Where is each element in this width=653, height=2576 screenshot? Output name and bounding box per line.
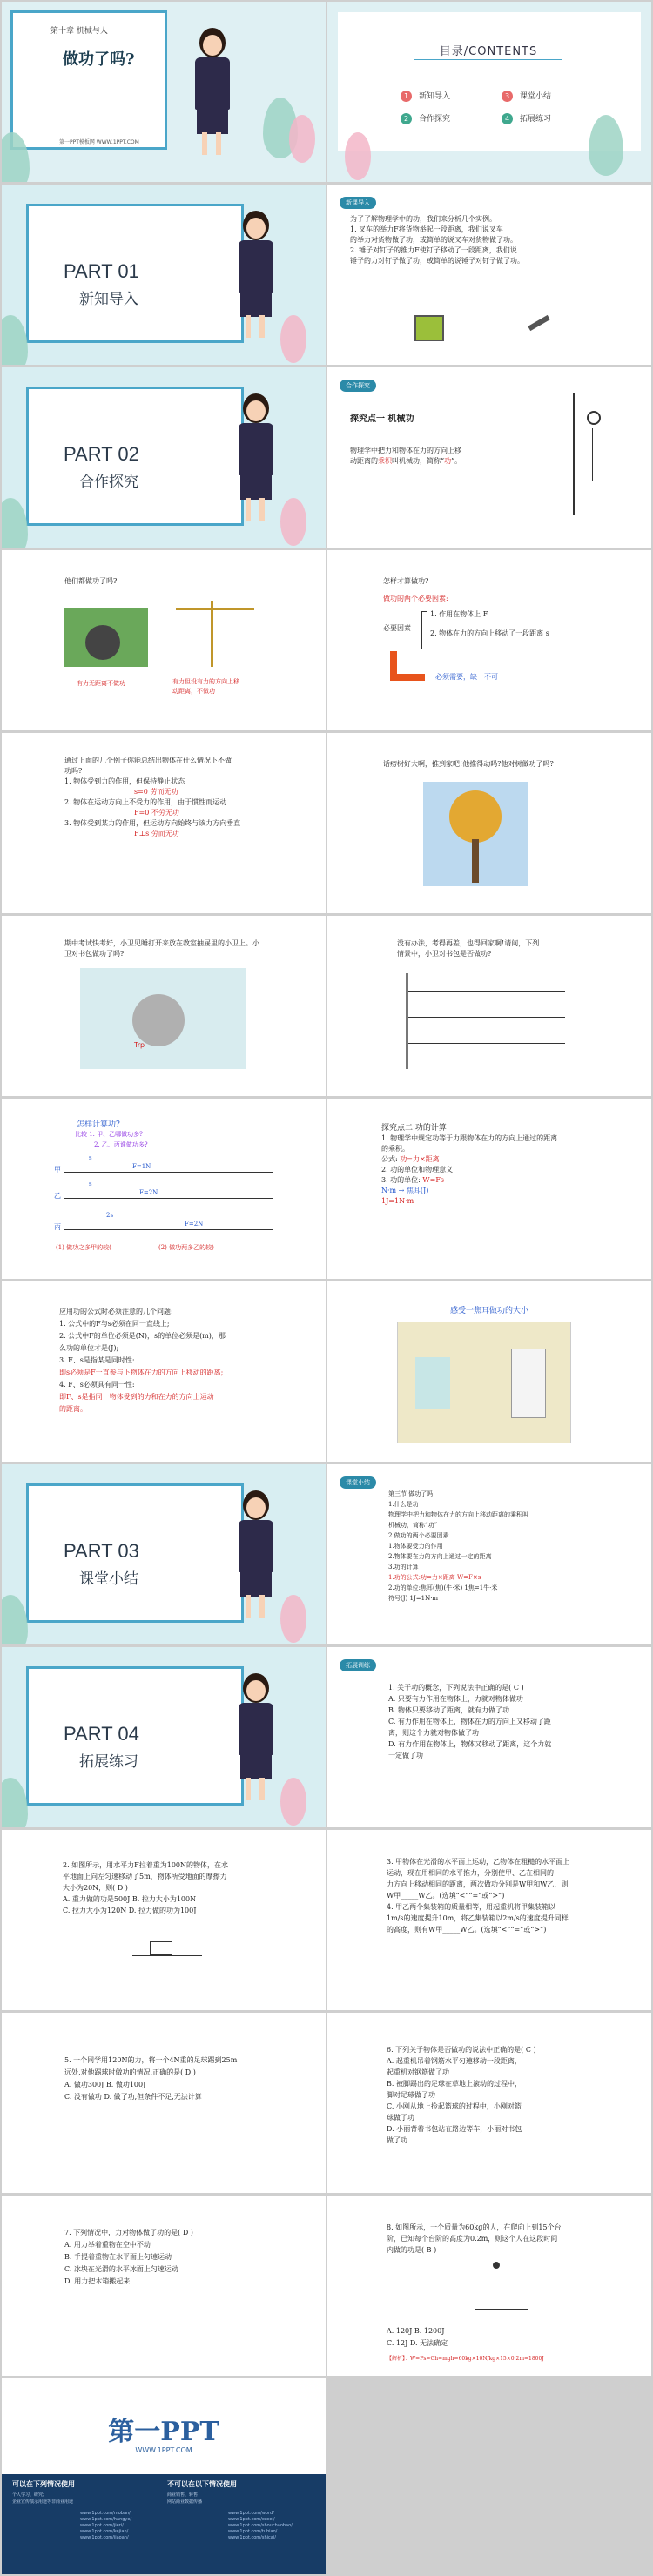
slide-part-03[interactable] [2,1464,326,1644]
section-tag: 拓展训练 [340,1659,376,1671]
push-rock-image [64,608,148,667]
crane-image [167,601,254,667]
slide-intro[interactable] [327,185,651,365]
contents-title: 目录/CONTENTS [439,45,538,58]
intro-text: 为了了解物理学中的功，我们来分析几个实例。 1. 叉车的举力F将货物举起一段距离，我们说叉车 的举力对货物做了功，或简单的说叉车对货物做了功。 2. 锤子对钉子的推力F使钉子移动了一段距离，我们说 锤子的力对钉子做了功，或简单的说锤子对钉子做了功。 [350,215,524,265]
teacher-illustration [230,393,282,524]
slide-how-to-work[interactable] [327,550,651,730]
distance-label: s [89,1180,92,1187]
section-board [26,1483,244,1623]
leaf-decoration [2,315,28,365]
force-label: F=2N [139,1189,158,1196]
factor-1: 1. 作用在物体上 F [430,610,488,618]
stairs-image [406,973,562,1069]
slide-exercise-3[interactable] [327,1830,651,2010]
exercise-text: 5. 一个同学用120N的力，将一个4N重的足球踢到25m 远处,对他踢球时做功的情况,正确的是( D ) A. 做功300J B. 做功100J C. 没有做功 D. 做了功,但条件不足,无法计算 [64,2056,238,2101]
row-label: 丙 [54,1223,61,1231]
caption-no-distance: 有力无距离不做功 [77,680,125,687]
force-label: F=2N [185,1221,204,1227]
section-tag: 合作探究 [340,380,376,392]
part-name: 拓展练习 [79,1753,138,1771]
exercise-text: 1. 关于功的概念，下列说法中正确的是( C ) A. 只要有力作用在物体上，力就对物体做功 B. 物体只要移动了距离，就有力做了功 C. 有力作用在物体上，物体在力的方向上又移动了距 离，则这个力就对物体做了功 D. 有力作用在物体上，物体又移动了距离，这个力就 一定做了功 [388,1684,552,1759]
topic-heading: 探究点一 机械功 [350,414,414,424]
section-board [26,204,244,343]
question-text: 话痨树好大啊，推到家吧!他推得动吗?他对树做功了吗? [383,760,554,768]
distance-label: s [89,1154,92,1161]
question-text: 没有办法，考得再差，也得回家啊!请问，下列 情景中，小卫对书包是否做功? [397,939,540,958]
solution-text: 【解析】：W=Fs=Gh=mgh=60kg×10N/kg×15×0.2m=1800J [387,2356,544,2362]
link[interactable]: www.1ppt.com/kejian/ [80,2529,129,2534]
slide-no-work-cases[interactable] [2,733,326,913]
tree-image [423,782,528,886]
disallowed-list: 商业销售、转售 网站商业数据传播 [167,2492,203,2505]
tip-text: 必须需要，缺一不可 [435,673,498,681]
end-logo: 第一PPT [108,2417,219,2447]
slide-calc-work[interactable] [2,1099,326,1279]
track-line [64,1172,273,1173]
link-list-left [80,2511,131,2541]
notes-text: 应用功的公式时必须注意的几个问题: 1. 公式中的F与s必须在同一直线上; 2. 公式中F的单位必须是(N)，s的单位必须是(m)，那 么功的单位才是(J); 3. F、s是指某是同时性: 即s必须是F一直参与下物体在力的方向上移动的距离; 4. F、s必须具有同一性: 即F、s是指同一物体受到的力和在力的方向上运动 的距离。 [59,1308,226,1413]
essential-heading: 做功的两个必要因素: [383,595,448,602]
question-text: 怎样计算功? [77,1120,120,1129]
slide-end[interactable] [2,2378,326,2574]
factor-2: 2. 物体在力的方向上移动了一段距离 s [430,629,549,637]
caption-no-direction: 有力但没有力的方向上移 动距离，不做功 [172,678,239,695]
answer-1: (1) 做功之多甲的较( [56,1244,111,1251]
section-board [26,387,244,526]
leaf-decoration [280,498,306,546]
part-name: 合作探究 [79,474,138,491]
part-name: 新知导入 [79,291,138,308]
link[interactable]: www.1ppt.com/word/ [228,2511,274,2516]
link[interactable]: www.1ppt.com/shicai/ [228,2535,276,2540]
teacher-illustration [230,1673,282,1804]
slide-part-01[interactable] [2,185,326,365]
section-tag: 新课导入 [340,197,376,209]
slide-contents[interactable] [327,2,651,182]
exercise-text: 7. 下列情况中，力对物体做了功的是( D ) A. 用力举着重物在空中不动 B. 手提着重物在水平面上匀速运动 C. 冰块在光滑的水平冰面上匀速运动 D. 用力把木箱搬起来 [64,2229,193,2285]
compare-1: 比较 1. 甲、乙哪做功多? [75,1131,143,1138]
slide-summary[interactable] [327,1464,651,1644]
force-label: F=1N [132,1163,151,1170]
slide-formula-notes[interactable] [2,1281,326,1462]
row-label: 乙 [54,1192,61,1200]
track-line [64,1198,273,1199]
leaf-decoration [345,132,371,180]
exercise-text: 3. 甲物体在光滑的水平面上运动，乙物体在粗糙的水平面上 运动，现在用相同的水平推力，分别使甲、乙在相同的 力方向上移动相同的距离，两次做功分别是W甲和W乙，则 W甲_____W乙。(选填“<”“=”或“>”) 4. 甲乙两个集装箱的质量相等，用起重机将甲集装箱以 1m/s的速度提升10m，将乙集装箱以2m/s的速度提升同样 的高度，则有W甲_____W乙。(选填“<”“=”或“>”) [387,1858,570,1934]
teacher-illustration [186,28,239,158]
distance-label: 2s [106,1212,114,1219]
section-board [26,1666,244,1806]
part-number: PART 03 [64,1540,139,1562]
slide-exercise-8[interactable] [327,2196,651,2376]
compare-2: 2. 乙、丙谁做功多? [94,1141,148,1148]
cases-text: 通过上面的几个例子你能总结出物体在什么情况下不做 功吗? 1. 物体受到力的作用，但保持静止状态 s=0 劳而无功 2. 物体在运动方向上不受力的作用，由于惯性而运动 F=0 不劳无功 3. 物体受到某力的作用，但运动方向始终与该力方向垂直 F⊥s 劳而无功 [64,757,241,837]
row-label: 甲 [54,1166,61,1174]
teacher-illustration [230,1490,282,1621]
slide-exercise-5[interactable] [2,2013,326,2193]
slide-work-formula[interactable] [327,1099,651,1279]
forklift-image [414,315,444,341]
track-line [64,1229,273,1230]
question-text: 怎样才算做功? [383,577,429,585]
chapter-label: 第十章 机械与人 [50,27,108,36]
slide-part-04[interactable] [2,1647,326,1827]
condition-label: 必要因素 [383,624,411,632]
link[interactable]: www.1ppt.com/jieri/ [80,2523,124,2528]
slide-exercise-7[interactable] [2,2196,326,2376]
part-number: PART 04 [64,1723,139,1745]
definition-text: 物理学中把力和物体在力的方向上移 动距离的乘积叫机械功，简称“功”。 [350,447,462,465]
leaf-decoration [2,498,28,548]
contents-divider [414,59,562,60]
leaf-decoration [280,1778,306,1826]
block-diagram [150,1941,172,1955]
pulley-diagram [573,393,616,515]
toc-item-3[interactable]: 3 课堂小结 [502,85,551,102]
slide-exercise-2[interactable] [2,1830,326,2010]
allowed-title: 可以在下列情况使用 [12,2480,75,2488]
question-text: 他们都做功了吗? [64,577,118,585]
slide-schoolbag[interactable] [2,916,326,1096]
link[interactable]: www.1ppt.com/excel/ [228,2517,275,2522]
topic-heading: 探究点二 功的计算 [381,1124,447,1133]
section-tag: 课堂小结 [340,1476,376,1489]
toc-item-4[interactable]: 4 拓展练习 [502,108,551,124]
link-list-right [228,2511,293,2541]
leaf-decoration [280,1595,306,1643]
link[interactable]: www.1ppt.com/moban/ [80,2511,131,2516]
part-number: PART 02 [64,443,139,465]
exercise-text: 2. 如图所示，用水平力F拉着重为100N的物体，在水 平地面上向左匀速移动了5m，物体所受地面的摩擦力 大小为20N，则( D ) A. 重力做的功是500J B. 拉力大小为100N C. 拉力大小为120N D. 拉力做的功为100J [63,1861,228,1914]
ground-line [132,1955,202,1956]
end-url: WWW.1PPT.COM [135,2446,192,2454]
slide-one-joule[interactable] [327,1281,651,1462]
allowed-list: 个人学习、研究; 企业宣传演示用途等非商业用途 [12,2492,74,2505]
toc-item-2[interactable]: 2 合作探究 [401,108,450,124]
leaf-decoration [289,115,315,163]
arrow-right [390,674,425,681]
slide-title: 感受一焦耳做功的大小 [449,1307,528,1315]
joule-illustration [397,1322,571,1443]
hammer-image [528,315,550,331]
slide-cover[interactable] [2,2,326,182]
summary-text: 第三节 做功了吗 1.什么是功 物理学中把力和物体在力的方向上移动距离的乘积叫 机械功，简称“功” 2.做功的两个必要因素 1.物体要受力的作用 2.物体要在力的方向上通过一定的距离 3.功的计算 1.功的公式:功=力×距离 W=F×s 2.功的单位:焦耳(焦)(牛·米) 1焦=1牛·米 符号(J) 1J=1N·m [388,1490,528,1602]
answer-2: (2) 做功两多乙的较) [158,1244,214,1251]
leaf-decoration [280,315,306,363]
slide-exercise-1[interactable] [327,1647,651,1827]
toc-item-1[interactable]: 1 新知导入 [401,85,450,102]
exercise-text: 6. 下列关于物体是否做功的说法中正确的是( C ) A. 起重机吊着钢筋水平匀速移动一段距离， 起重机对钢筋做了功 B. 被脚踢出的足球在草地上滚动的过程中， 脚对足球做了功 C. 小刚从地上捡起篮球的过程中，小刚对篮 球做了功 D. 小丽背着书包站在路边等车，小丽对书包 做了功 [387,2046,536,2144]
slide-carry-bag[interactable] [327,916,651,1096]
teacher-illustration [230,211,282,341]
link[interactable]: www.1ppt.com/tubiao/ [228,2529,278,2534]
formula-text: 1. 物理学中规定功等于力跟物体在力的方向上通过的距离 的乘积。 公式: 功=力×距离 2. 功的单位和物理意义 3. 功的单位: W=Fs N·m → 焦耳(J) 1J=1N·m [381,1134,558,1205]
brace-mark [421,611,427,649]
slide-exercise-6[interactable] [327,2013,651,2193]
stairs-person-image [475,2262,528,2310]
disallowed-title: 不可以在以下情况使用 [167,2480,237,2488]
options-row-1: A. 120J B. 1200J [387,2327,445,2335]
leaf-decoration [2,1595,28,1644]
slide-mechanical-work[interactable] [327,367,651,548]
cover-title: 做功了吗? [63,50,135,69]
cartoon-image: Trp [80,968,246,1069]
slide-did-they-work[interactable] [2,550,326,730]
options-row-2: C. 12J D. 无法确定 [387,2339,448,2347]
link[interactable]: www.1ppt.com/jiaoan/ [80,2535,129,2540]
exercise-text: 8. 如图所示，一个质量为60kg的人，在爬向上到15个台 阶，已知每个台阶的高度为0.2m，则这个人在这段时间 内做的功是( B ) [387,2223,562,2254]
leaf-decoration [2,1778,28,1827]
slide-part-02[interactable] [2,367,326,548]
slide-push-tree[interactable] [327,733,651,913]
link[interactable]: www.1ppt.com/shouchaobao/ [228,2523,293,2528]
question-text: 期中考试快考好，小卫见睡打开来放在教室抽屉里的小卫上。小 卫对书包做功了吗? [64,939,259,958]
link[interactable]: www.1ppt.com/hangye/ [80,2517,132,2522]
part-name: 课堂小结 [79,1570,138,1588]
cover-footer: 第一PPT模板网 WWW.1PPT.COM [59,139,139,145]
part-number: PART 01 [64,260,139,282]
